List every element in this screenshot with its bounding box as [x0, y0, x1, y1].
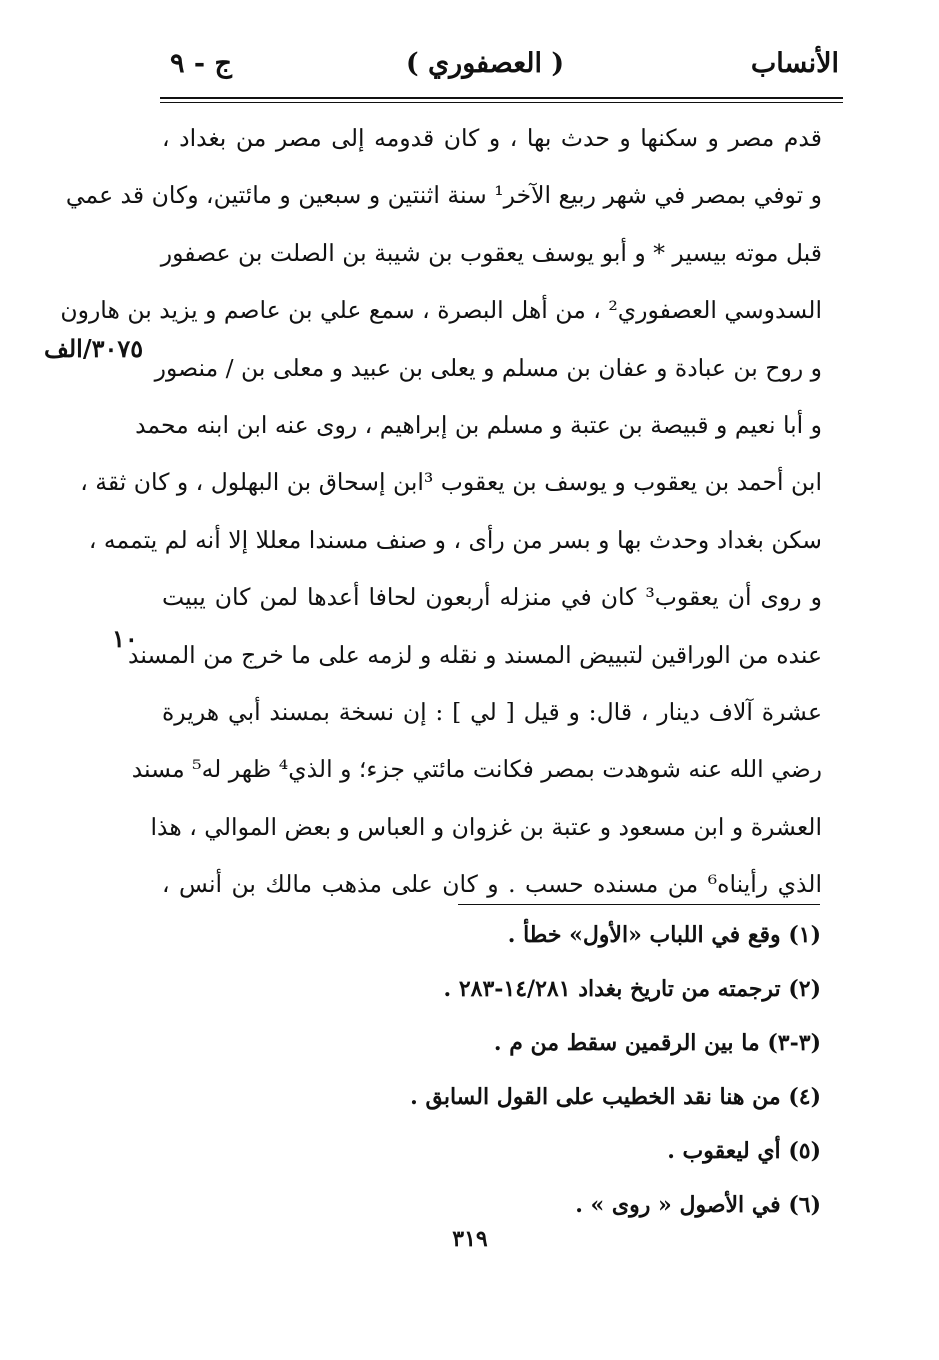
section-title: ( العصفوري ) — [405, 48, 565, 79]
text-line: السدوسي العصفوري² ، من أهل البصرة ، سمع علي بن عاصم و يزيد بن هارون — [60, 296, 822, 325]
footnote: (٥) أي ليعقوب . — [667, 1138, 821, 1164]
text-line: عنده من الوراقين لتبييض المسند و نقله و لزمه على ما خرج من المسند — [127, 640, 822, 669]
text-line: قدم مصر و سكنها و حدث بها ، و كان قدومه إلى مصر من بغداد ، — [162, 124, 822, 152]
footnote: (١) وقع في اللباب «الأول» خطأ . — [507, 922, 821, 948]
text-line: و توفي بمصر في شهر ربيع الآخر¹ سنة اثنتين و سبعين و مائتين، وكان قد عمي — [65, 181, 822, 210]
text-line: ابن أحمد بن يعقوب و يوسف بن يعقوب ³ابن إسحاق بن البهلول ، و كان ثقة ، — [80, 468, 822, 497]
footnote: (٢) ترجمته من تاريخ بغداد ١٤/٢٨١-٢٨٣ . — [443, 976, 821, 1002]
footnote: (٣-٣) ما بين الرقمين سقط من م . — [493, 1030, 821, 1056]
running-title: الأنساب — [750, 48, 839, 79]
header-rule — [160, 97, 843, 99]
volume-label: ج - ٩ — [170, 48, 232, 79]
text-line: رضي الله عنه شوهدت بمصر فكانت مائتي جزء؛ و الذي⁴ ظهر له⁵ مسند — [131, 755, 822, 784]
text-line: و روى أن يعقوب³ كان في منزله أربعون لحافا أعدها لمن كان يبيت — [162, 583, 822, 612]
footnote: (٤) من هنا نقد الخطيب على القول السابق . — [410, 1084, 821, 1110]
page-number: ٣١٩ — [452, 1226, 488, 1252]
footnote: (٦) في الأصول « روى » . — [575, 1192, 821, 1218]
text-line: العشرة و ابن مسعود و عتبة بن غزوان و العباس و بعض الموالي ، هذا — [150, 812, 822, 841]
header-rule-thin — [160, 102, 843, 103]
margin-line-number: ١٠ — [112, 624, 138, 653]
text-line: سكن بغداد وحدث بها و بسر من رأى ، و صنف مسندا معللا إلا أنه لم يتممه ، — [88, 525, 822, 554]
margin-folio-reference: ٣٠٧٥/الف — [44, 334, 144, 363]
footnote-rule — [458, 904, 820, 905]
text-line: الذي رأيناه⁶ من مسنده حسب . و كان على مذهب مالك بن أنس ، — [162, 870, 822, 899]
text-line: و أبا نعيم و قبيصة بن عتبة و مسلم بن إبراهيم ، روى عنه ابن ابنه محمد — [135, 410, 822, 439]
footnotes — [261, 908, 821, 1232]
text-line: قبل موته بيسير * و أبو يوسف يعقوب بن شيبة بن الصلت بن عصفور — [160, 238, 822, 267]
text-line: عشرة آلاف دينار ، قال: و قيل [ لي ] : إن نسخة بمسند أبي هريرة — [162, 697, 822, 726]
text-line: و روح بن عبادة و عفان بن مسلم و يعلى بن عبيد و معلى بن / منصور — [154, 353, 822, 382]
